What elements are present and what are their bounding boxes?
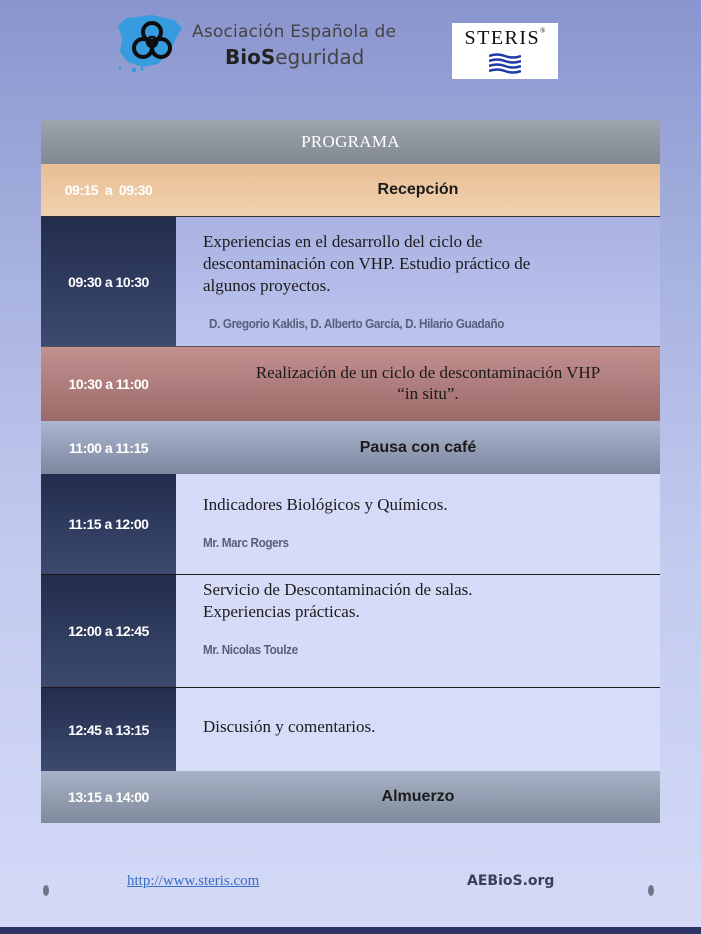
decorative-dot [648, 885, 654, 896]
schedule-row-coffee-break [41, 421, 660, 474]
decorative-dot [43, 885, 49, 896]
program-table [41, 120, 660, 823]
row-title: Almuerzo [381, 788, 455, 805]
row-time: 11:00 a 11:15 [68, 439, 149, 456]
talk-title: Experiencias en el desarrollo del ciclo de descontaminación con VHP. Estudio práctico de algunos proyectos. [203, 232, 531, 295]
steris-website-link[interactable]: http://www.steris.com [127, 873, 260, 889]
steris-logo: STERIS® [452, 23, 558, 79]
schedule-row-indicators [41, 474, 660, 575]
row-time: 11:15 a 12:00 [41, 474, 176, 574]
association-name-short: BioSeguridad [225, 45, 365, 69]
schedule-row-discussion [41, 688, 660, 771]
row-title: Pausa con café [359, 438, 477, 456]
schedule-row-reception [41, 164, 660, 217]
row-time: 09:30 a 10:30 [41, 217, 176, 346]
schedule-row-vhp-cycle [41, 346, 660, 421]
waves-icon [489, 53, 521, 75]
talk-speaker: Mr. Nicolas Toulze [203, 642, 298, 657]
row-time: 12:00 a 12:45 [41, 575, 176, 687]
talk-speaker: Mr. Marc Rogers [203, 535, 289, 550]
talk-title: Servicio de Descontaminación de salas. Experiencias prácticas. [203, 580, 473, 621]
program-title: PROGRAMA [41, 120, 660, 164]
biohazard-map-icon [112, 12, 202, 74]
row-title: Realización de un ciclo de descontaminación VHP “in situ”. [255, 363, 601, 403]
schedule-row-lunch [41, 771, 660, 823]
aebios-website: AEBioS.org [467, 873, 555, 889]
row-time: 12:45 a 13:15 [41, 688, 176, 771]
aebios-logo [112, 12, 412, 74]
talk-title: Indicadores Biológicos y Químicos. [203, 495, 448, 514]
row-time: 10:30 a 11:00 [68, 376, 149, 392]
schedule-row-vhp-experiences [41, 217, 660, 346]
row-time: 09:15 a 09:30 [64, 182, 153, 198]
association-name: Asociación Española de [192, 22, 397, 42]
bottom-bar [0, 927, 701, 934]
row-time: 13:15 a 14:00 [68, 789, 149, 805]
row-title: Recepción [377, 181, 459, 198]
talk-title: Discusión y comentarios. [203, 717, 376, 736]
schedule-row-room-decontamination [41, 575, 660, 688]
talk-speakers: D. Gregorio Kaklis, D. Alberto García, D. Hilario Guadaño [209, 316, 505, 331]
